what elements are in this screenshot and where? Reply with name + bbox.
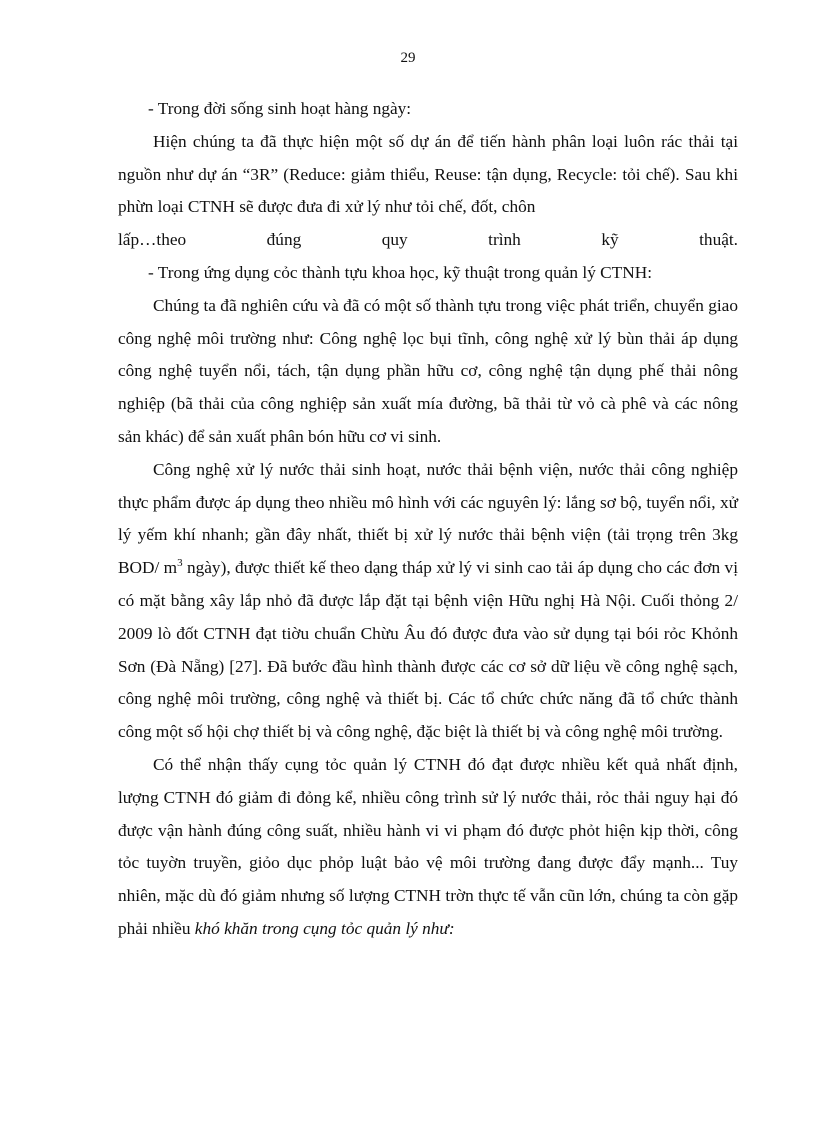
daily-life-heading: - Trong đời sống sinh hoạt hàng ngày: <box>148 99 412 118</box>
conclusion-paragraph <box>118 749 738 946</box>
superscript-3: 3 <box>177 557 183 570</box>
document-body <box>118 93 738 946</box>
daily-life-paragraph: Hiện chúng ta đã thực hiện một số dự án để tiến hành phân loại luôn rác thải tại nguồn như dự án “3R” (Reduce: giảm thiểu, Reuse: tận dụng, Recycle: tỏi chế). Sau khi phừn loại CTNH sẽ được đưa đi xử lý như tỏi chế, đốt, chôn <box>118 131 738 217</box>
wastewater-text-b: ngày), được thiết kế theo dạng tháp xử lý vi sinh cao tải áp dụng cho các đơn vị có mặt bằng xây lắp nhỏ đã được lắp đặt tại bệnh viện Hữu nghị Hà Nội. Cuối thỏng 2/ 2009 lò đốt CTNH đạt tiờu chuẩn Chừu Âu đó được đưa vào sử dụng tại bói rỏc Khỏnh Sơn (Đà Nẵng) [27]. Đã bước đầu hình thành được các cơ sở dữ liệu về công nghệ sạch, công nghệ môi trường, công nghệ và thiết bị. Các tổ chức chức năng đã tổ chức thành công một số hội chợ thiết bị và công nghệ, đặc biệt là thiết bị và công nghệ môi trường. <box>118 558 738 742</box>
science-paragraph: Chúng ta đã nghiên cứu và đã có một số thành tựu trong việc phát triển, chuyển giao công nghệ môi trường như: Công nghệ lọc bụi tĩnh, công nghệ xử lý bùn thải áp dụng công nghệ tuyển nổi, tách, tận dụng phần hữu cơ, công nghệ tận dụng phế thải nông nghiệp (bã thải của công nghiệp sản xuất mía đường, bã thải từ vỏ cà phê và các nông sản khác) để sản xuất phân bón hữu cơ vi sinh. <box>118 295 738 446</box>
conclusion-italic-text: khó khăn trong cụng tỏc quản lý như: <box>194 918 455 938</box>
science-heading: - Trong ứng dụng cỏc thành tựu khoa học, kỹ thuật trong quản lý CTNH: <box>148 262 652 282</box>
daily-life-paragraph-end: lấp…theo đúng quy trình kỹ thuật. <box>118 230 738 250</box>
conclusion-text: Có thể nhận thấy cụng tỏc quản lý CTNH đó đạt được nhiều kết quả nhất định, lượng CTNH đó giảm đi đỏng kể, nhiều công trình sử lý nước thải, rỏc thải nguy hại đó được vận hành đúng công suất, nhiều hành vi vi phạm đó được phỏt hiện kịp thời, công tỏc tuyờn truyền, giỏo dục phỏp luật bảo vệ môi trường đang được đẩy mạnh... Tuy nhiên, mặc dù đó giảm nhưng số lượng CTNH trờn thực tế vẫn cũn lớn, chúng ta còn gặp phải nhiều <box>118 754 738 938</box>
wastewater-paragraph <box>118 454 738 749</box>
wastewater-text-a: Công nghệ xử lý nước thải sinh hoạt, nước thải bệnh viện, nước thải công nghiệp thực phẩm được áp dụng theo nhiều mô hình với các nguyên lý: lắng sơ bộ, tuyển nổi, xử lý yếm khí nhanh; gần đây nhất, thiết bị xử lý nước thải bệnh viện (tải trọng trên 3kg BOD/ m <box>118 459 738 578</box>
page-number: 29 <box>400 50 416 66</box>
